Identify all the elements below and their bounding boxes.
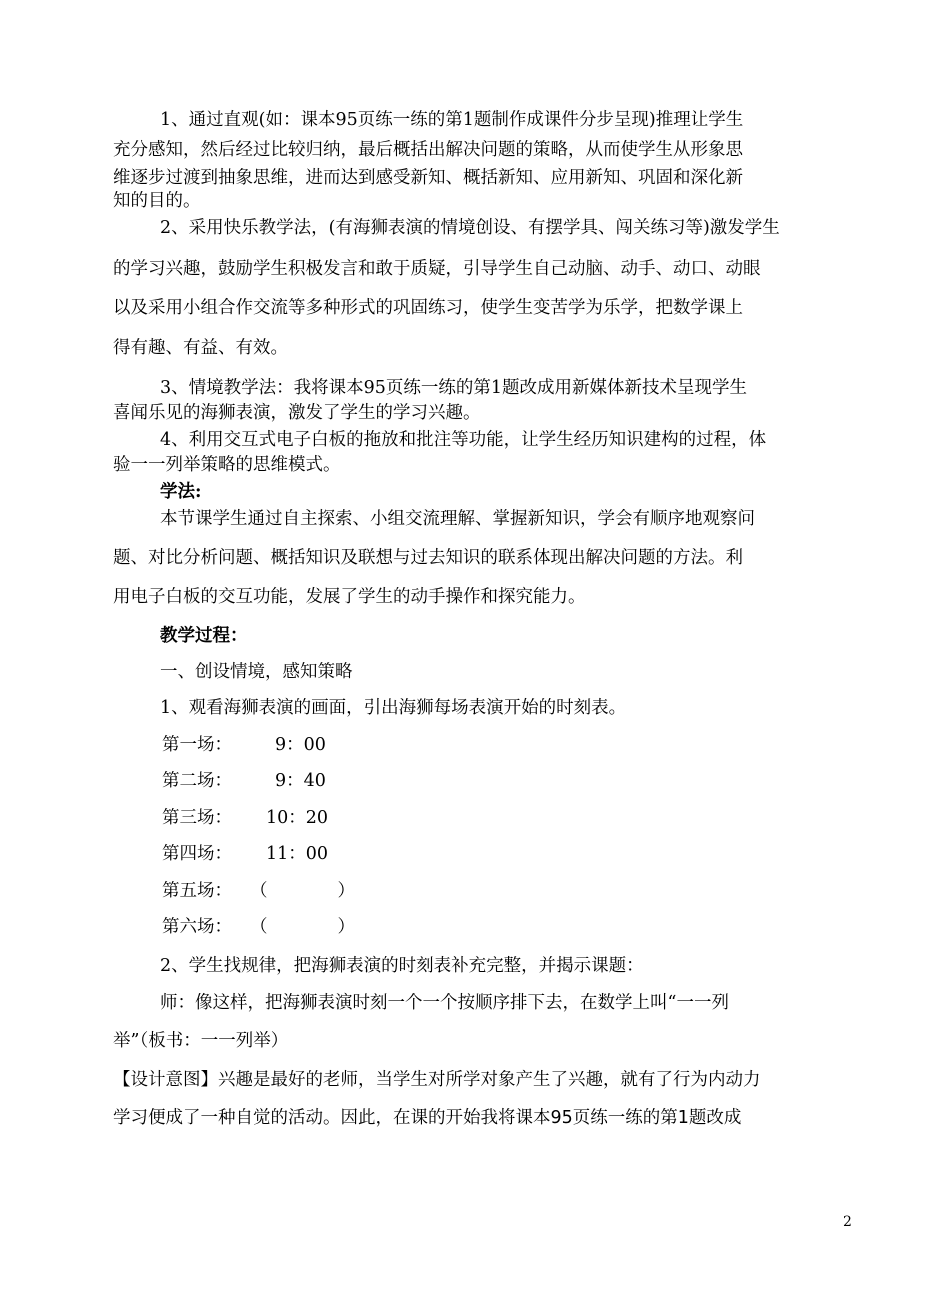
p5-line-2: 题、对比分析问题、概括知识及联想与过去知识的联系体现出解决问题的方法。利 [113, 548, 743, 568]
p1-line-4: 知的目的。 [113, 191, 201, 211]
p2-line-3: 以及采用小组合作交流等多种形式的巩固练习，使学生变苦学为乐学，把数学课上 [113, 298, 743, 318]
schedule-label-5: 第五场： [162, 881, 232, 901]
p5-line-3: 用电子白板的交互功能，发展了学生的动手操作和探究能力。 [113, 587, 586, 607]
p1-line-2: 充分感知，然后经过比较归纳，最后概括出解决问题的策略，从而使学生从形象思 [113, 140, 743, 160]
schedule-time-6: （ ） [250, 917, 355, 937]
design-intent-line-1: 【设计意图】兴趣是最好的老师，当学生对所学对象产生了兴趣，就有了行为内动力 [113, 1070, 761, 1090]
p5-line-1: 本节课学生通过自主探索、小组交流理解、掌握新知识，学会有顺序地观察问 [160, 509, 755, 529]
schedule-label-1: 第一场： [162, 735, 232, 755]
xuefa-heading: 学法: [160, 482, 202, 502]
page-number: 2 [843, 1214, 852, 1230]
schedule-time-4: 11：00 [266, 844, 329, 864]
schedule-time-5: （ ） [250, 881, 355, 901]
teacher-line-1: 师：像这样，把海狮表演时刻一个一个按顺序排下去，在数学上叫“一一列 [160, 993, 729, 1013]
schedule-time-2: 9：40 [275, 771, 326, 791]
p1-line-3: 维逐步过渡到抽象思维，进而达到感受新知、概括新知、应用新知、巩固和深化新 [113, 168, 743, 188]
schedule-label-6: 第六场： [162, 917, 232, 937]
teacher-line-2: 举”（板书：一一列举） [113, 1031, 289, 1051]
p4-line-1: 4、利用交互式电子白板的拖放和批注等功能，让学生经历知识建构的过程，体 [160, 430, 767, 450]
schedule-label-2: 第二场： [162, 771, 232, 791]
p2-line-1: 2、采用快乐教学法，(有海狮表演的情境创设、有摆学具、闯关练习等)激发学生 [160, 218, 780, 238]
p3-line-1: 3、情境教学法：我将课本95页练一练的第1题改成用新媒体新技术呈现学生 [160, 378, 748, 398]
section-1-title: 一、创设情境，感知策略 [160, 662, 353, 682]
design-intent-line-2: 学习便成了一种自觉的活动。因此，在课的开始我将课本95页练一练的第1题改成 [113, 1108, 742, 1128]
p1-line-1: 1、通过直观(如：课本95页练一练的第1题制作成课件分步呈现)推理让学生 [160, 110, 744, 130]
p3-line-2: 喜闻乐见的海狮表演，激发了学生的学习兴趣。 [113, 403, 481, 423]
step-2: 2、学生找规律，把海狮表演的时刻表补充完整，并揭示课题： [160, 956, 644, 976]
p2-line-2: 的学习兴趣，鼓励学生积极发言和敢于质疑，引导学生自己动脑、动手、动口、动眼 [113, 259, 761, 279]
process-heading: 教学过程： [160, 626, 248, 646]
step-1: 1、观看海狮表演的画面，引出海狮每场表演开始的时刻表。 [160, 698, 627, 718]
p4-line-2: 验一一列举策略的思维模式。 [113, 455, 341, 475]
schedule-time-3: 10：20 [266, 808, 329, 828]
schedule-label-4: 第四场： [162, 844, 232, 864]
schedule-label-3: 第三场： [162, 808, 232, 828]
schedule-time-1: 9：00 [275, 735, 326, 755]
p2-line-4: 得有趣、有益、有效。 [113, 338, 288, 358]
